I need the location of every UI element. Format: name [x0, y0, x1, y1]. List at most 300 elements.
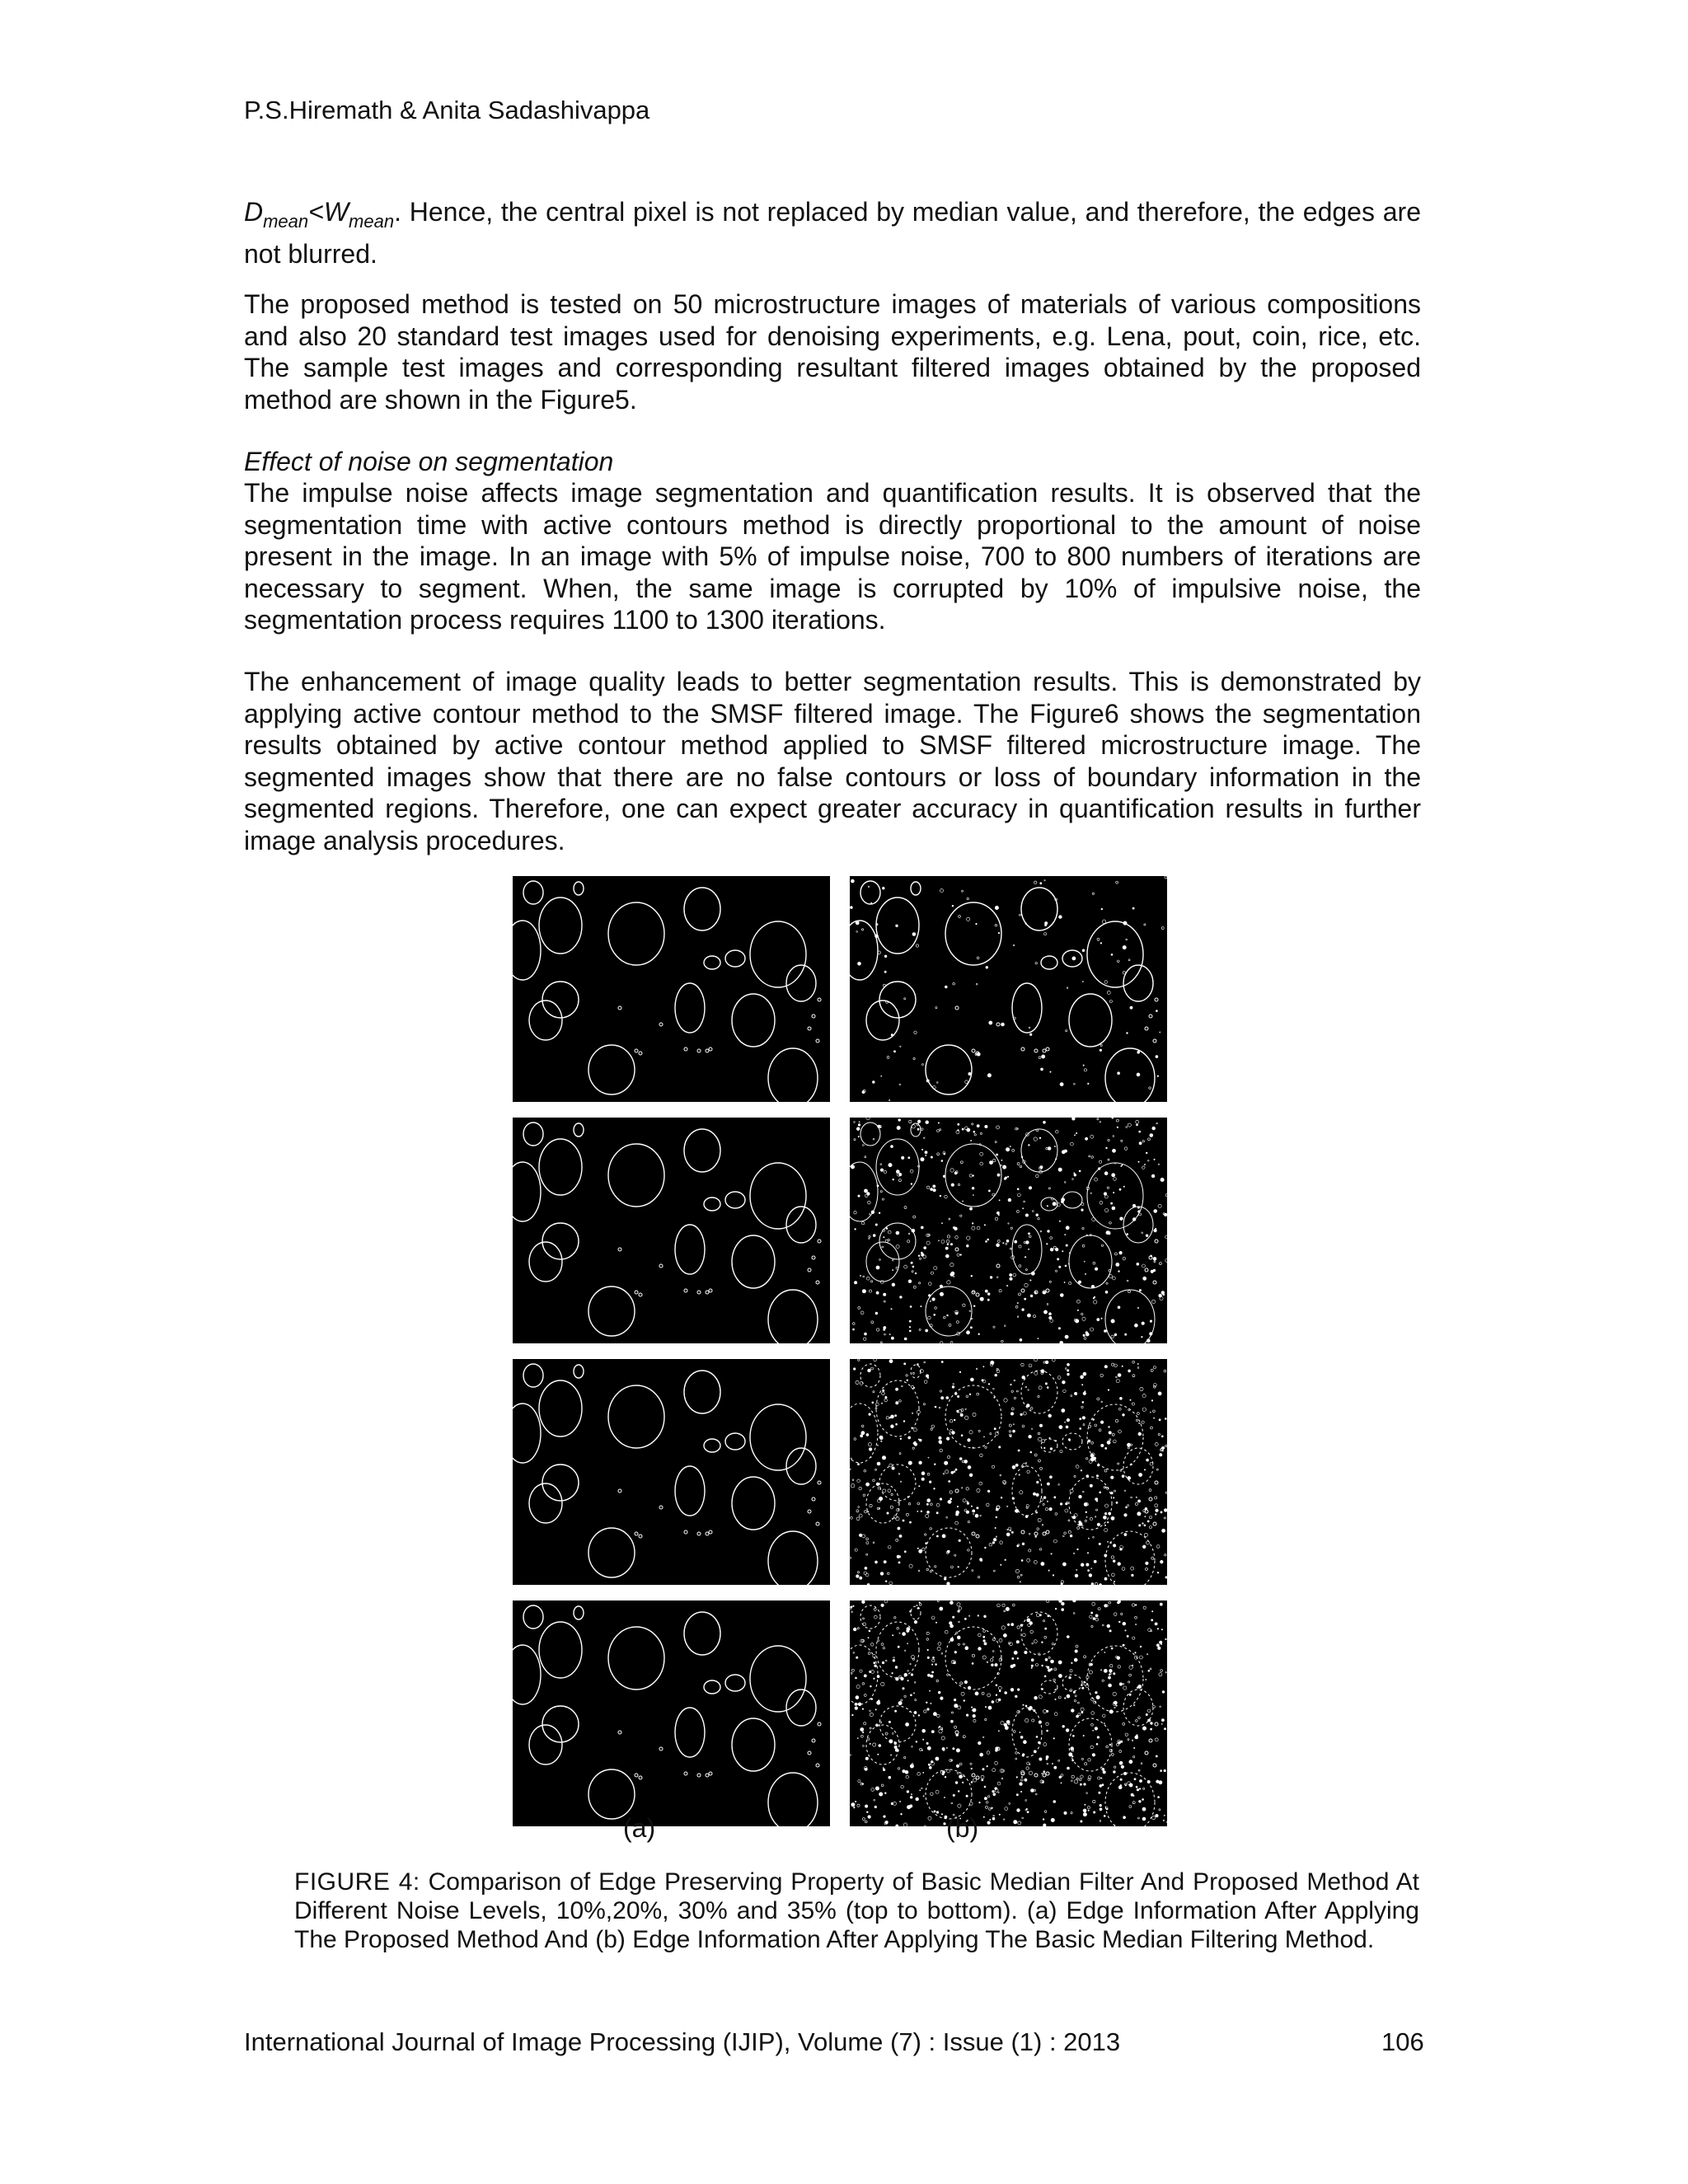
noise-speck: [1119, 1397, 1122, 1399]
noise-speck: [850, 1755, 851, 1756]
noise-speck: [1116, 1502, 1118, 1503]
noise-speck: [972, 1226, 975, 1230]
noise-speck: [1084, 1261, 1085, 1262]
noise-speck: [1075, 1650, 1077, 1652]
noise-speck: [1036, 1493, 1039, 1497]
noise-speck: [1025, 1214, 1028, 1216]
noise-speck: [1109, 1222, 1112, 1225]
noise-speck: [1034, 1750, 1036, 1753]
noise-speck: [860, 1727, 864, 1731]
noise-speck: [1053, 1359, 1056, 1361]
noise-speck: [1128, 1739, 1129, 1741]
noise-speck: [966, 1244, 968, 1247]
noise-speck: [1030, 1789, 1034, 1793]
noise-speck: [887, 1512, 889, 1514]
noise-speck: [1015, 1758, 1017, 1760]
noise-speck: [870, 1713, 873, 1716]
small-particle: [812, 1256, 815, 1259]
noise-speck: [931, 1675, 933, 1677]
noise-speck: [1109, 1669, 1113, 1672]
noise-speck: [931, 1156, 932, 1158]
noise-speck: [978, 1576, 979, 1577]
noise-speck: [1112, 1433, 1114, 1436]
noise-speck: [963, 1736, 965, 1738]
noise-speck: [1065, 1335, 1068, 1338]
noise-speck: [959, 1540, 961, 1542]
noise-speck: [1058, 1760, 1060, 1761]
grain-contour: [1105, 1531, 1155, 1585]
noise-speck: [966, 1488, 968, 1490]
noise-speck: [1029, 1033, 1032, 1036]
noise-speck: [1044, 1675, 1046, 1677]
grain-contour: [675, 1225, 705, 1274]
noise-speck: [959, 916, 961, 918]
noise-speck: [1142, 1798, 1144, 1800]
noise-speck: [1065, 1368, 1067, 1370]
noise-speck: [1081, 1821, 1082, 1822]
noise-speck: [970, 1763, 972, 1765]
small-particle: [816, 1522, 819, 1526]
noise-speck: [1017, 1576, 1020, 1578]
noise-speck: [907, 1240, 910, 1243]
noise-speck: [1029, 1771, 1032, 1774]
noise-speck: [880, 1342, 882, 1343]
edge-map-image: [850, 1118, 1167, 1343]
noise-speck: [864, 1338, 866, 1340]
grain-contour: [1062, 1192, 1082, 1208]
noise-speck: [1162, 1691, 1165, 1694]
noise-speck: [1150, 1320, 1152, 1323]
noise-speck: [904, 1673, 907, 1676]
noise-speck: [1038, 1218, 1039, 1220]
noise-speck: [1074, 1392, 1076, 1394]
grain-contour: [1062, 1675, 1082, 1691]
noise-speck: [990, 1277, 992, 1279]
figure-caption-text: Comparison of Edge Preserving Property of Basic Median Filter And Proposed Method At Different Noise Levels, 10%,20%, 30% and 35% (top to bottom). (a) Edge Information After Applying The Proposed Method And (b) Edge Information After Applying The Basic Median Filtering Method.: [294, 1868, 1419, 1953]
noise-speck: [1151, 1728, 1152, 1730]
noise-speck: [1004, 1819, 1005, 1820]
noise-speck: [865, 1511, 867, 1513]
noise-speck: [1083, 1491, 1085, 1493]
noise-speck: [1134, 1656, 1137, 1659]
grain-contour: [1105, 1048, 1155, 1102]
grain-contour: [684, 888, 720, 930]
small-particle: [684, 1772, 687, 1775]
noise-speck: [951, 1183, 954, 1187]
noise-speck: [1095, 1615, 1098, 1617]
noise-speck: [1053, 1202, 1056, 1206]
noise-speck: [908, 1502, 911, 1505]
noise-speck: [1026, 1241, 1029, 1244]
figure-panel-a-row1: [513, 876, 830, 1102]
noise-speck: [911, 1183, 912, 1185]
noise-speck: [860, 1670, 862, 1672]
noise-speck: [926, 1080, 929, 1082]
noise-speck: [1013, 1430, 1015, 1432]
noise-speck: [1044, 924, 1046, 926]
noise-speck: [880, 1722, 882, 1723]
noise-speck: [854, 1139, 856, 1141]
noise-speck: [852, 1479, 854, 1481]
noise-speck: [877, 1185, 879, 1187]
noise-speck: [869, 1238, 870, 1239]
noise-speck: [869, 1630, 870, 1632]
noise-speck: [1158, 1647, 1161, 1650]
grain-contour: [608, 1385, 664, 1448]
noise-speck: [1067, 987, 1068, 989]
noise-speck: [856, 921, 859, 925]
grain-contour: [539, 1622, 582, 1678]
grain-contour: [608, 1627, 664, 1690]
noise-speck: [1117, 1127, 1118, 1128]
noise-speck: [901, 1785, 904, 1788]
noise-speck: [1060, 1451, 1062, 1453]
noise-speck: [1143, 1606, 1146, 1609]
small-particle: [1034, 1049, 1038, 1052]
noise-speck: [891, 1493, 893, 1495]
noise-speck: [1043, 1121, 1046, 1123]
noise-speck: [1043, 1743, 1047, 1746]
noise-speck: [1008, 1223, 1009, 1224]
noise-speck: [1020, 914, 1021, 916]
noise-speck: [1124, 1490, 1125, 1491]
noise-speck: [853, 1329, 855, 1330]
noise-speck: [850, 907, 852, 909]
noise-speck: [903, 1823, 907, 1826]
small-particle: [1155, 1722, 1158, 1726]
noise-speck: [955, 1236, 959, 1240]
grain-contour: [523, 1605, 543, 1629]
noise-speck: [1142, 1807, 1146, 1811]
noise-speck: [971, 1275, 973, 1277]
noise-speck: [1010, 1688, 1014, 1691]
small-particle: [808, 1268, 811, 1272]
grain-contour: [1069, 1718, 1112, 1771]
noise-speck: [1112, 1363, 1114, 1366]
noise-speck: [1136, 1419, 1137, 1421]
grain-contour: [608, 902, 664, 965]
small-particle: [709, 1289, 712, 1292]
noise-speck: [1125, 1630, 1126, 1631]
noise-speck: [1020, 1624, 1023, 1627]
noise-speck: [1081, 1202, 1084, 1205]
noise-speck: [1165, 1445, 1167, 1446]
noise-speck: [1107, 991, 1110, 994]
noise-speck: [1039, 1424, 1042, 1427]
noise-speck: [857, 1464, 859, 1465]
noise-speck: [870, 1710, 871, 1712]
noise-speck: [874, 1662, 875, 1664]
noise-speck: [996, 1154, 998, 1155]
noise-speck: [971, 1318, 972, 1319]
noise-speck: [958, 1610, 960, 1613]
noise-speck: [1123, 1622, 1126, 1625]
noise-speck: [1083, 1735, 1084, 1736]
noise-speck: [1047, 1244, 1048, 1245]
noise-speck: [1069, 1253, 1070, 1254]
noise-speck: [996, 1685, 997, 1686]
noise-speck: [1137, 1512, 1141, 1516]
noise-speck: [1137, 1073, 1140, 1076]
noise-speck: [919, 1258, 921, 1259]
noise-speck: [1157, 1076, 1159, 1077]
noise-speck: [1052, 1643, 1053, 1645]
noise-speck: [956, 1632, 958, 1633]
grain-contour: [675, 1708, 705, 1757]
noise-speck: [1077, 1526, 1080, 1529]
noise-speck: [1022, 1817, 1024, 1819]
noise-speck: [962, 890, 964, 892]
noise-speck: [1010, 1248, 1011, 1249]
grain-contour: [588, 1286, 635, 1336]
grain-contour: [768, 1773, 818, 1826]
noise-speck: [940, 1390, 941, 1392]
noise-speck: [919, 1549, 922, 1553]
noise-speck: [1011, 1390, 1013, 1392]
noise-speck: [1100, 1044, 1102, 1046]
noise-speck: [1048, 1615, 1049, 1616]
noise-speck: [862, 1818, 865, 1821]
noise-speck: [1066, 1030, 1067, 1032]
noise-speck: [868, 1443, 871, 1446]
noise-speck: [933, 1188, 936, 1192]
noise-speck: [926, 1375, 928, 1377]
noise-speck: [1137, 1307, 1139, 1309]
noise-speck: [1049, 1316, 1052, 1319]
noise-speck: [998, 1731, 999, 1732]
noise-speck: [1039, 1721, 1041, 1723]
noise-speck: [1139, 1473, 1142, 1476]
noise-speck: [1114, 1766, 1116, 1768]
noise-speck: [1102, 1784, 1104, 1786]
noise-speck: [917, 1120, 921, 1123]
grain-contour: [725, 950, 745, 967]
noise-speck: [884, 1793, 886, 1794]
noise-speck: [860, 1311, 864, 1315]
noise-speck: [954, 1726, 957, 1728]
noise-speck: [858, 962, 861, 965]
noise-speck: [992, 1817, 995, 1820]
noise-speck: [959, 1763, 962, 1765]
grain-contour: [574, 1365, 584, 1378]
noise-speck: [935, 1757, 939, 1760]
noise-speck: [1104, 1172, 1108, 1175]
noise-speck: [945, 1776, 946, 1778]
noise-speck: [896, 1267, 898, 1269]
noise-speck: [1138, 1500, 1141, 1502]
noise-speck: [875, 1403, 879, 1406]
noise-speck: [1074, 1700, 1076, 1702]
noise-speck: [927, 1511, 930, 1513]
noise-speck: [913, 1286, 916, 1288]
noise-speck: [904, 1363, 906, 1365]
noise-speck: [891, 1415, 894, 1418]
noise-speck: [875, 1312, 878, 1315]
noise-speck: [1139, 1213, 1142, 1216]
noise-speck: [1075, 1695, 1076, 1697]
noise-speck: [870, 1685, 872, 1687]
noise-speck: [851, 1516, 853, 1519]
noise-speck: [1072, 1735, 1074, 1736]
noise-speck: [1047, 1730, 1048, 1732]
noise-speck: [948, 1455, 950, 1458]
noise-speck: [882, 1456, 885, 1460]
noise-speck: [864, 1675, 866, 1677]
noise-speck: [853, 1368, 856, 1371]
noise-speck: [1027, 1619, 1030, 1622]
grain-contour: [1012, 1708, 1042, 1757]
noise-speck: [944, 1316, 946, 1319]
noise-speck: [1076, 1465, 1079, 1469]
noise-speck: [1124, 1514, 1128, 1517]
noise-speck: [1067, 1373, 1070, 1376]
noise-speck: [958, 1791, 959, 1793]
noise-speck: [885, 1732, 888, 1735]
small-particle: [816, 1281, 819, 1284]
noise-speck: [856, 931, 858, 933]
noise-speck: [959, 1621, 960, 1623]
noise-speck: [1086, 1793, 1088, 1794]
noise-speck: [1044, 1811, 1047, 1813]
noise-speck: [982, 1769, 984, 1770]
noise-speck: [1105, 1504, 1109, 1507]
noise-speck: [1097, 1118, 1099, 1120]
noise-speck: [1083, 1392, 1086, 1395]
noise-speck: [1101, 1670, 1102, 1671]
noise-speck: [1104, 1469, 1107, 1472]
noise-speck: [995, 1374, 997, 1376]
noise-speck: [996, 1212, 999, 1214]
noise-speck: [1154, 1229, 1157, 1232]
paragraph-1: [244, 196, 1421, 269]
noise-speck: [983, 1640, 986, 1643]
noise-speck: [957, 1636, 960, 1639]
noise-speck: [950, 1622, 953, 1625]
noise-speck: [930, 1528, 932, 1530]
noise-speck: [951, 1566, 954, 1568]
noise-speck: [977, 1393, 979, 1395]
noise-speck: [1128, 1370, 1131, 1372]
noise-speck: [992, 1769, 996, 1772]
noise-speck: [858, 1136, 859, 1137]
noise-speck: [1128, 1291, 1131, 1293]
noise-speck: [1148, 1160, 1150, 1162]
noise-speck: [884, 1170, 886, 1173]
paragraph-2: The proposed method is tested on 50 microstructure images of materials of various compositions and also 20 standard test images used for denoising experiments, e.g. Lena, pout, coin, rice, etc. The sample test images and corresponding resultant filtered images obtained by the proposed method are shown in the Figure5.: [244, 289, 1421, 415]
noise-speck: [1040, 883, 1042, 884]
journal-footer: International Journal of Image Processing (IJIP), Volume (7) : Issue (1) : 2013: [244, 2027, 1121, 2056]
noise-speck: [856, 1685, 860, 1689]
noise-speck: [937, 1714, 940, 1718]
noise-speck: [1120, 1469, 1122, 1471]
noise-speck: [1111, 1202, 1113, 1204]
noise-speck: [880, 1169, 884, 1172]
grain-contour: [513, 1645, 541, 1704]
noise-speck: [976, 983, 978, 985]
noise-speck: [969, 1207, 972, 1210]
noise-speck: [1142, 1523, 1144, 1525]
noise-speck: [1128, 1123, 1131, 1127]
noise-speck: [874, 1608, 876, 1610]
noise-speck: [985, 1806, 987, 1808]
noise-speck: [924, 1710, 926, 1713]
noise-speck: [1015, 1752, 1018, 1755]
noise-speck: [858, 1703, 861, 1706]
noise-speck: [1122, 1475, 1124, 1478]
noise-speck: [939, 1441, 942, 1444]
noise-speck: [901, 1813, 903, 1815]
noise-speck: [1049, 1281, 1051, 1282]
noise-speck: [1015, 1695, 1017, 1698]
noise-speck: [884, 971, 886, 972]
noise-speck: [940, 1342, 943, 1343]
noise-speck: [1067, 1363, 1070, 1366]
noise-speck: [1073, 1613, 1075, 1615]
noise-speck: [941, 1397, 944, 1399]
noise-speck: [917, 1548, 918, 1549]
noise-speck: [1034, 1789, 1035, 1791]
noise-speck: [1118, 1430, 1122, 1433]
noise-speck: [999, 1446, 1001, 1448]
noise-speck: [898, 1527, 900, 1530]
grain-contour: [876, 1139, 919, 1195]
noise-speck: [935, 1566, 936, 1568]
noise-speck: [1023, 1704, 1024, 1705]
noise-speck: [1004, 1178, 1006, 1179]
noise-speck: [876, 1329, 879, 1331]
noise-speck: [873, 1391, 874, 1393]
noise-speck: [1014, 1731, 1016, 1733]
noise-speck: [995, 1663, 997, 1666]
noise-speck: [856, 1127, 860, 1131]
noise-speck: [1039, 1460, 1041, 1462]
noise-speck: [928, 1764, 930, 1765]
noise-speck: [918, 1570, 920, 1572]
noise-speck: [1015, 1569, 1019, 1572]
noise-speck: [972, 1662, 973, 1664]
noise-speck: [1114, 1253, 1117, 1255]
noise-speck: [939, 1436, 941, 1439]
noise-speck: [1006, 1240, 1009, 1242]
noise-speck: [918, 1715, 920, 1717]
noise-speck: [915, 1272, 917, 1274]
noise-speck: [993, 1326, 995, 1328]
noise-speck: [1006, 1285, 1008, 1286]
noise-speck: [867, 1738, 870, 1741]
noise-speck: [881, 1682, 884, 1685]
noise-speck: [987, 1751, 990, 1755]
noise-speck: [1101, 1444, 1104, 1446]
noise-speck: [1054, 1713, 1057, 1716]
noise-speck: [1138, 1717, 1141, 1719]
noise-speck: [972, 1223, 973, 1225]
noise-speck: [896, 1539, 898, 1541]
noise-speck: [863, 1746, 865, 1747]
noise-speck: [1105, 1487, 1106, 1488]
noise-speck: [1047, 1206, 1048, 1207]
noise-speck: [1147, 1780, 1150, 1783]
noise-speck: [1070, 1535, 1072, 1537]
noise-speck: [1093, 1457, 1096, 1460]
grain-contour: [1105, 1773, 1155, 1826]
noise-speck: [930, 1571, 931, 1572]
noise-speck: [1075, 1574, 1078, 1577]
noise-speck: [1072, 1760, 1074, 1761]
noise-speck: [1138, 1769, 1140, 1771]
noise-speck: [931, 1616, 935, 1619]
noise-speck: [1156, 1644, 1159, 1647]
noise-speck: [886, 1228, 888, 1230]
